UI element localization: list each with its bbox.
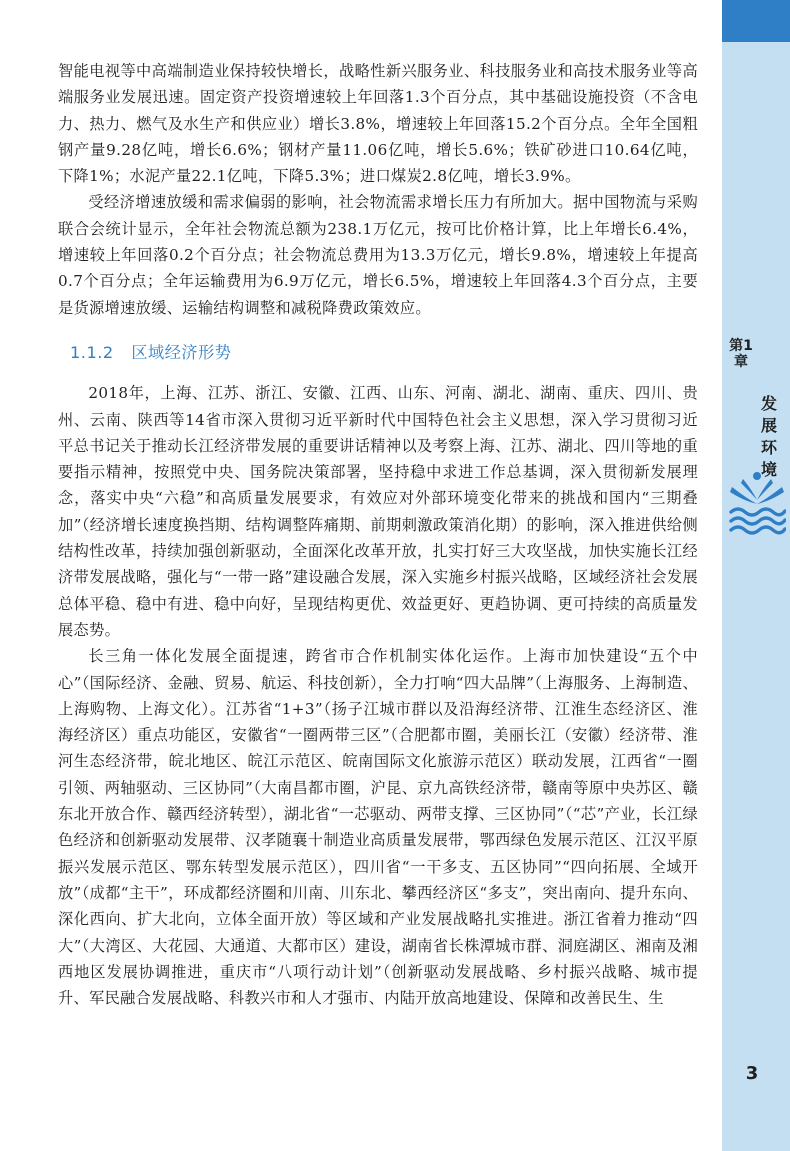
section-heading <box>70 340 698 366</box>
section-number: 1.1.2 <box>70 342 114 362</box>
body-paragraph: 受经济增速放缓和需求偏弱的影响，社会物流需求增长压力有所加大。据中国物流与采购联合会统计显示，全年社会物流总额为238.1万亿元，按可比价格计算，比上年增长6.4%，增速较上年回落0.2个百分点；社会物流总费用为13.3万亿元，增长9.8%，增速较上年提高0.7个百分点；全年运输费用为6.9万亿元，增长6.5%，增速较上年回落4.3个百分点，主要是货源增速放缓、运输结构调整和减税降费政策效应。 <box>58 193 698 317</box>
sidebar-top-bar <box>722 0 790 42</box>
body-paragraph: 智能电视等中高端制造业保持较快增长，战略性新兴服务业、科技服务业和高技术服务业等高端服务业发展迅速。固定资产投资增速较上年回落1.3个百分点，其中基础设施投资（不含电力、热力、燃气及水生产和供应业）增长3.8%，增速较上年回落15.2个百分点。全年全国粗钢产量9.28亿吨，增长6.6%；钢材产量11.06亿吨，增长5.6%；铁矿砂进口10.64亿吨，下降1%；水泥产量22.1亿吨，下降5.3%；进口煤炭2.8亿吨，增长3.9%。 <box>58 62 698 186</box>
chapter-title: 发展环境 <box>760 394 777 479</box>
chapter-label: 第1章 <box>729 338 753 370</box>
section-title: 区域经济形势 <box>131 342 232 362</box>
body-paragraph: 2018年，上海、江苏、浙江、安徽、江西、山东、河南、湖北、湖南、重庆、四川、贵州、云南、陕西等14省市深入贯彻习近平新时代中国特色社会主义思想，深入学习贯彻习近平总书记关于推动长江经济带发展的重要讲话精神以及考察上海、江苏、湖北、四川等地的重要指示精神，按照党中央、国务院决策部署，坚持稳中求进工作总基调，深入贯彻新发展理念，落实中央“六稳”和高质量发展要求，有效应对外部环境变化带来的挑战和国内“三期叠加”（经济增长速度换挡期、结构调整阵痛期、前期刺激政策消化期）的影响，深入推进供给侧结构性改革，持续加强创新驱动，全面深化改革开放，扎实打好三大攻坚战，加快实施长江经济带发展战略，强化与“一带一路”建设融合发展，深入实施乡村振兴战略，区域经济社会发展总体平稳、稳中有进、稳中向好，呈现结构更优、效益更好、更趋协调、更可持续的高质量发展态势。 <box>58 384 698 639</box>
wave-emblem-icon <box>728 470 786 538</box>
page-number: 3 <box>745 1063 759 1084</box>
page-body <box>58 58 698 1011</box>
body-paragraph: 长三角一体化发展全面提速，跨省市合作机制实体化运作。上海市加快建设“五个中心”（国际经济、金融、贸易、航运、科技创新），全力打响“四大品牌”（上海服务、上海制造、上海购物、上海文化）。江苏省“1+3”（扬子江城市群以及沿海经济带、江淮生态经济区、淮海经济区）重点功能区，安徽省“一圈两带三区”（合肥都市圈，美丽长江（安徽）经济带、淮河生态经济带，皖北地区、皖江示范区、皖南国际文化旅游示范区）联动发展，江西省“一圈引领、两轴驱动、三区协同”（大南昌都市圈，沪昆、京九高铁经济带，赣南等原中央苏区、赣东北开放合作、赣西经济转型），湖北省“一芯驱动、两带支撑、三区协同”（“芯”产业，长江绿色经济和创新驱动发展带、汉孝随襄十制造业高质量发展带，鄂西绿色发展示范区、江汉平原振兴发展示范区、鄂东转型发展示范区），四川省“一干多支、五区协同”“四向拓展、全域开放”（成都“主干”，环成都经济圈和川南、川东北、攀西经济区“多支”，突出南向、提升东向、深化西向、扩大北向，立体全面开放）等区域和产业发展战略扎实推进。浙江省着力推动“四大”（大湾区、大花园、大通道、大都市区）建设，湖南省长株潭城市群、洞庭湖区、湘南及湘西地区发展协调推进，重庆市“八项行动计划”（创新驱动发展战略、乡村振兴战略、城市提升、军民融合发展战略、科教兴市和人才强市、内陆开放高地建设、保障和改善民生、生 <box>58 647 698 1008</box>
chapter-sidebar <box>722 0 790 1151</box>
